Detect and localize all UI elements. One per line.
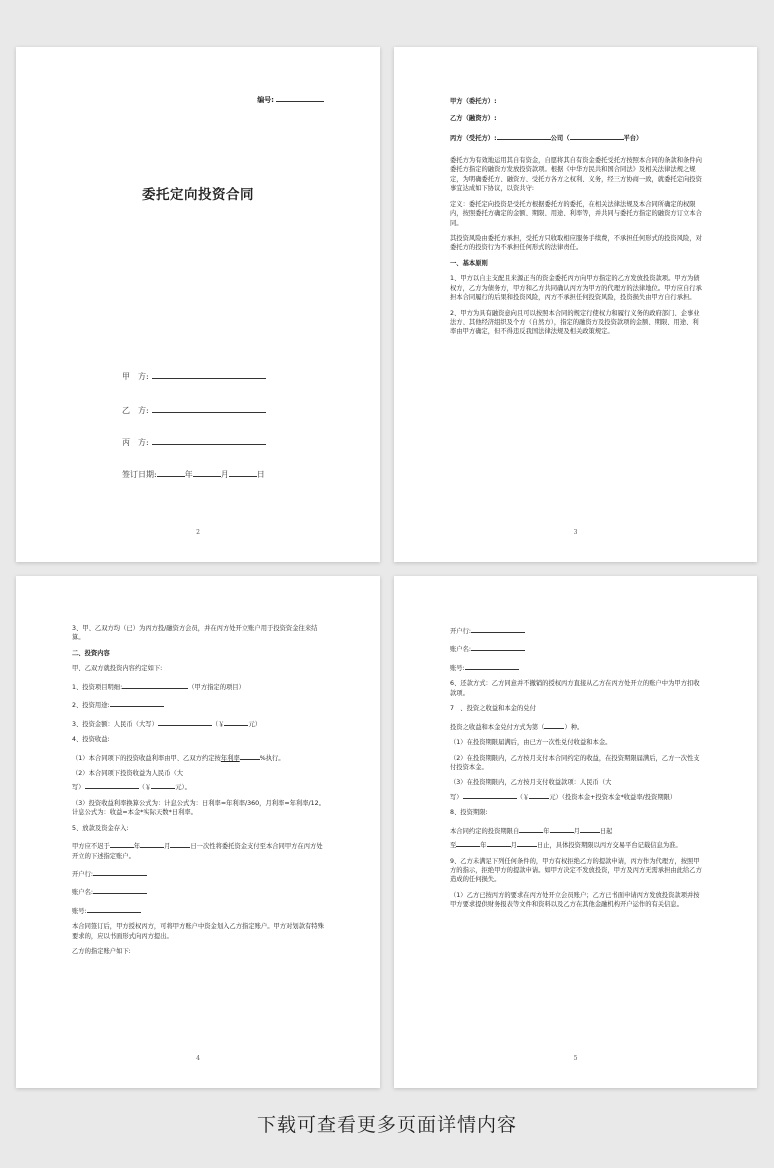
item-9-1: （1）乙方已按丙方的要求在丙方处开立会员账户；乙方已书面申请丙方发放投资款项并按甲方要求提供财务报表等文件和资料以及乙方在其他金融机构开户运作的有关信息。 — [450, 891, 700, 909]
item-7: 7 、投资之收益和本金的兑付 — [450, 705, 536, 713]
item-4-2b-end: 元）。 — [175, 784, 191, 792]
item-7-blank — [544, 720, 564, 729]
serial-number-field — [257, 93, 324, 105]
month-label: 月 — [220, 470, 229, 479]
bank-label: 开户行: — [450, 628, 472, 635]
page-body — [450, 97, 705, 343]
definition-paragraph: 定义：委托定向投资是受托方根据委托方的委托，在相关法律法规及本合同所确定的权限内，按照委托方确定的金额、期限、用途、利率等，并共同与委托方指定的融资方订立本合同。 — [450, 200, 702, 227]
start-year-label: 年 — [543, 827, 550, 835]
item-4-1 — [72, 751, 328, 763]
item-7-3b-label: 写） — [450, 793, 463, 801]
item-7-lead-b: ）种。 — [564, 723, 584, 731]
item-7-3b — [450, 790, 705, 802]
platform-blank — [570, 131, 624, 140]
bank-label: 开户行: — [72, 871, 94, 878]
item-4-2b-mid: （￥ — [138, 784, 152, 792]
item-5-a1: 甲方应不迟于 — [72, 843, 110, 851]
account-no-label: 账号: — [72, 907, 87, 915]
party-a-row — [122, 370, 266, 382]
item-4-1-label: （1）本合同项下的投资收益利率由甲、乙双方约定按 — [72, 754, 221, 762]
lead-line: 甲、乙双方就投资内容约定如下: — [72, 665, 163, 673]
start-day-blank — [580, 824, 600, 833]
item-3-label: 3、投资金额：人民币（大写） — [72, 720, 158, 728]
item-8-b — [450, 838, 705, 850]
company-blank — [497, 131, 551, 140]
risk-paragraph: 其投资风险由委托方承担，受托方只收取相应服务手续费，不承担任何形式的投资风险，对委托方的投资行为不承担任何形式的法律责任。 — [450, 234, 702, 252]
item-4-2b-label: 写） — [72, 784, 85, 792]
party-c-blank — [152, 436, 266, 445]
party-b-heading: 乙方（融资方）: — [450, 115, 497, 123]
item-2-label: 2、投资用途: — [72, 702, 110, 710]
item-8-a — [450, 824, 705, 836]
download-caption: 下载可查看更多页面详情内容 — [256, 1114, 517, 1136]
item-8-b1: 至 — [450, 842, 457, 850]
item-8-a1: 本合同约定的投资期限自 — [450, 827, 520, 835]
serial-label: 编号: — [257, 96, 274, 104]
item-6: 6、还款方式：乙方同意并不撤销的授权丙方直接从乙方在丙方处开立的账户中为甲方扣收款项。 — [450, 680, 700, 697]
item-5: 5、放款及资金存入: — [72, 824, 129, 832]
item-4: 4、投资收益: — [72, 736, 110, 744]
item-1-suffix: （甲方指定的项目） — [188, 683, 245, 691]
year-blank — [110, 839, 134, 848]
end-month-blank — [487, 838, 511, 847]
item-5-a4: 日一次性将委托资金支付至本合同甲方在丙方处开立的下述指定账户。 — [72, 843, 323, 860]
account-name-blank — [93, 885, 147, 894]
month-blank — [140, 839, 164, 848]
item-4-1-blank — [240, 751, 260, 760]
party-b-blank — [152, 404, 266, 413]
account-name-label: 账户名: — [450, 646, 472, 654]
account-name-row — [450, 642, 705, 654]
account-no-label: 账号: — [450, 664, 465, 672]
item-7-3b-amount-blank — [529, 790, 549, 799]
party-c-prefix: 丙方（受托方）: — [450, 135, 497, 143]
page-body — [450, 624, 705, 916]
company-label: 公司（ — [550, 135, 570, 143]
bank-blank — [471, 624, 525, 633]
item-2-blank — [110, 698, 164, 707]
item-5-a — [72, 839, 328, 861]
bank-row — [72, 867, 328, 879]
item-4-1-suffix: %执行。 — [259, 754, 285, 762]
item-4-2b — [72, 780, 328, 792]
section-heading: 一、基本原则 — [450, 259, 488, 267]
item-7-3b-mid: （￥ — [516, 793, 530, 801]
item-7-3b-blank — [463, 790, 517, 799]
end-year-label: 年 — [480, 842, 487, 850]
bank-row — [450, 624, 705, 636]
item-1-label: 1、投资项目明细: — [72, 683, 123, 691]
item-4-2a: （2）本合同项下投资收益为人民币（大 — [72, 769, 184, 777]
item-7-3a: （3）在投资期限内，乙方按月支付收益款项：人民币（大 — [450, 779, 612, 787]
party-c-heading — [450, 131, 705, 143]
account-no-row — [450, 661, 705, 673]
item-2 — [72, 698, 328, 710]
b-account-line: 乙方的指定账户如下: — [72, 948, 131, 956]
page-body — [72, 624, 328, 963]
section-heading: 二、投资内容 — [72, 649, 110, 657]
platform-label: 平台） — [623, 135, 643, 143]
clause-1: 1、甲方以自主支配且来源正当的资金委托丙方向甲方指定的乙方发放投资款项。甲方为债权方，乙方为债务方，甲方和乙方共同确认丙方为甲方的代理方的法律地位。甲方应自行承担本合同履行的后果和投资风险，丙方不承担任何投资风险，投资损失由甲方自行承担。 — [450, 275, 702, 302]
start-day-label: 日起 — [599, 827, 613, 835]
item-3-end: 元） — [248, 720, 262, 728]
item-4-3: （3）投资收益利率换算公式为：计息公式为：日利率=年利率/360，月利率=年利率/12。计息公式为：收益=本金*实际天数*日利率。 — [72, 799, 325, 817]
year-label: 年 — [133, 843, 141, 851]
contract-page-3 — [394, 47, 757, 562]
item-1-blank — [122, 680, 188, 689]
item-3-blank — [158, 717, 212, 726]
bank-blank — [93, 867, 147, 876]
clause-2: 2、甲方为具有融资意向且可以按照本合同的规定行使权力和履行义务的政府部门、企事业法方、其他经济组织及个方（自然方），指定的融资方及投资款项的金额、期限、用途、利率由甲方确定，但不得违反我国法律法规及相关政策规定。 — [450, 309, 700, 336]
party-b-row — [122, 404, 266, 416]
account-no-row — [72, 904, 328, 916]
item-9: 9、乙方未满足下列任何条件的，甲方有权拒绝乙方的提款申请，丙方作为代理方，按照甲方的指示，拒绝甲方的提款申请。如甲方决定不发放投资，甲方及丙方无需承担由此给乙方造成的任何损失。 — [450, 857, 702, 884]
page-number: 2 — [196, 529, 200, 536]
month-label: 月 — [164, 843, 171, 851]
item-4-1-rate: 年利率 — [220, 754, 240, 762]
party-c-row — [122, 436, 266, 448]
intro-paragraph: 委托方为有效地运用其自有资金，自愿将其自有资金委托受托方按照本合同的条款和条件向委托方指定的融资方发放投资款项。根据《中华方民共和国合同法》及相关法律法规之规定，为明确委托方、融资方、受托方各方之权利、义务，经三方协商一致，就委托定向投资事宜达成如下协议，以资共守: — [450, 156, 702, 193]
item-8-b4: 日止，具体投资期限以丙方交易平台记载信息为准。 — [536, 842, 682, 850]
item-4-2b-amount-blank — [151, 780, 175, 789]
party-c-label: 丙 方: — [122, 438, 149, 447]
sign-date-row — [122, 468, 265, 480]
account-name-blank — [471, 642, 525, 651]
start-month-blank — [550, 824, 574, 833]
item-3 — [72, 717, 328, 729]
clause-3: 3、甲、乙双方均（已）为丙方投/融资方会员，并在丙方处开立账户用于投资资金往来结算。 — [72, 625, 318, 642]
page-number: 3 — [573, 529, 578, 536]
day-label: 日 — [256, 470, 265, 479]
account-no-blank — [465, 661, 519, 670]
contract-page-4 — [16, 576, 380, 1088]
item-7-3b-end: 元）（投资本金+投资本金*收益率/投资期限） — [549, 793, 677, 801]
item-7-1: （1）在投资期限届满后，由已方一次性兑付收益和本金。 — [450, 739, 612, 747]
contract-page-5 — [394, 576, 757, 1088]
item-3-amount-blank — [224, 717, 248, 726]
sign-date-label: 签订日期: — [122, 470, 157, 479]
after-sign-paragraph: 本合同签订后，甲方授权丙方，可将甲方账户中资金划入乙方指定账户。甲方对划款有特殊要求的，应以书面形式向丙方提出。 — [72, 923, 324, 940]
end-month-label: 月 — [510, 842, 517, 850]
year-blank — [157, 468, 185, 477]
start-month-label: 月 — [573, 827, 580, 835]
account-no-blank — [87, 904, 141, 913]
item-7-2: （2）在投资期限内，乙方按月支付本合同约定的收益，在投资期限届满后，乙方一次性支付投资本金。 — [450, 754, 700, 771]
account-name-label: 账户名: — [72, 889, 94, 897]
day-blank — [229, 468, 257, 477]
party-a-label: 甲 方: — [122, 372, 149, 381]
item-3-suffix: （￥ — [211, 720, 225, 728]
item-4-2b-blank — [85, 780, 139, 789]
serial-blank — [276, 93, 324, 102]
end-day-blank — [517, 838, 537, 847]
party-a-heading: 甲方（委托方）: — [450, 98, 497, 105]
end-year-blank — [456, 838, 480, 847]
contract-title: 委托定向投资合同 — [142, 187, 254, 203]
account-name-row — [72, 885, 328, 897]
page-number: 4 — [196, 1055, 200, 1062]
year-label: 年 — [184, 470, 193, 479]
day-blank — [170, 839, 190, 848]
start-year-blank — [519, 824, 543, 833]
item-8: 8、投资期限: — [450, 809, 488, 817]
cover-page — [16, 47, 380, 562]
page-number: 5 — [573, 1055, 578, 1062]
item-7-lead — [450, 720, 705, 732]
party-a-blank — [152, 370, 266, 379]
item-1 — [72, 680, 328, 692]
party-b-label: 乙 方: — [122, 406, 149, 415]
month-blank — [193, 468, 221, 477]
item-7-lead-a: 投资之收益和本金兑付方式为第（ — [450, 723, 545, 731]
